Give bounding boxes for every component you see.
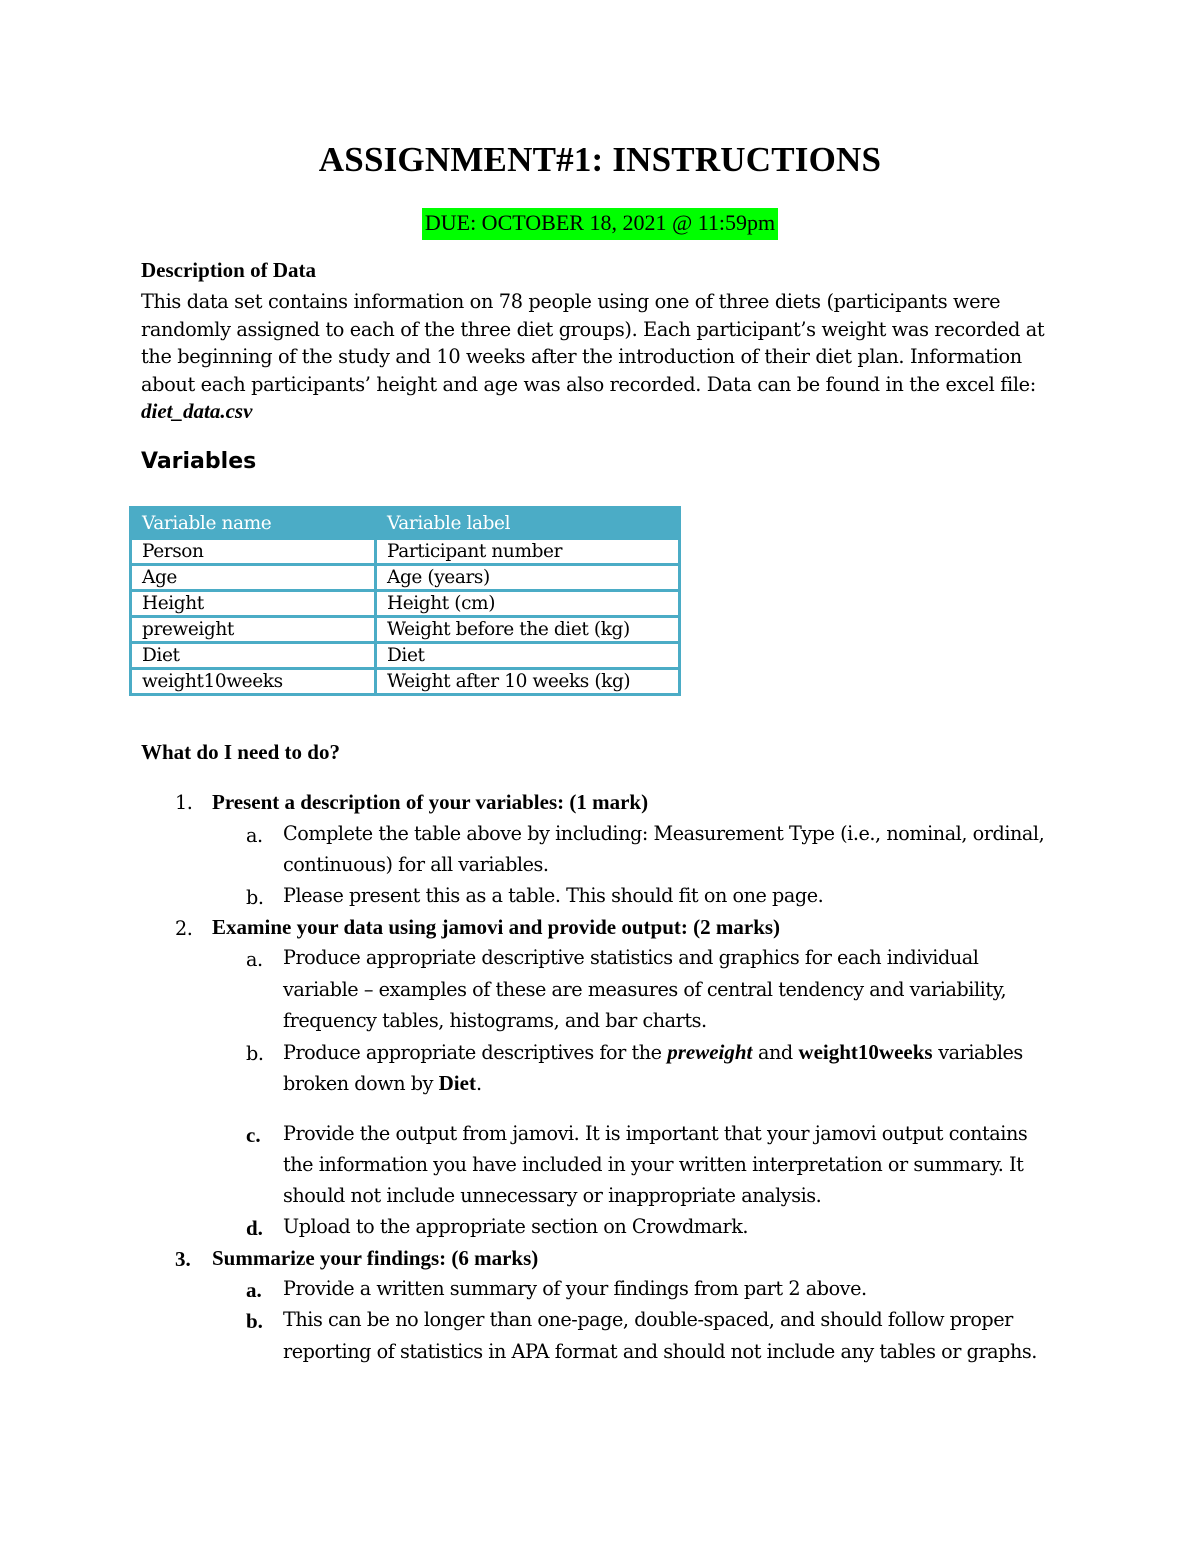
- subtask-text: Provide the output from jamovi. It is important that your jamovi output contains: [283, 1122, 1028, 1145]
- cell-variable-label: Age (years): [376, 565, 680, 591]
- subtask-text: should not include unnecessary or inappropriate analysis.: [283, 1184, 822, 1207]
- variable-name-weight10weeks: weight10weeks: [798, 1040, 933, 1064]
- cell-variable-name: Age: [131, 565, 376, 591]
- subtask-text: Complete the table above by including: Measurement Type (i.e., nominal, ordinal,: [283, 822, 1045, 845]
- page-title: ASSIGNMENT#1: INSTRUCTIONS: [318, 140, 882, 179]
- variable-name-diet: Diet: [438, 1071, 476, 1095]
- subtask-text: [283, 1040, 1023, 1065]
- variable-name-preweight: preweight: [667, 1040, 753, 1064]
- variables-heading: Variables: [141, 449, 257, 474]
- cell-variable-name: weight10weeks: [131, 669, 376, 695]
- table-row: [131, 669, 680, 695]
- subtask-letter: b.: [246, 1042, 264, 1065]
- task-label: Examine your data using jamovi and provide output: (2 marks): [212, 915, 781, 939]
- subtask-text-segment: and: [752, 1041, 799, 1064]
- data-file-name: diet_data.csv: [141, 399, 253, 423]
- table-header-row: [131, 508, 680, 539]
- header-variable-label: Variable label: [376, 508, 680, 539]
- task-label: Present a description of your variables: (1 mark): [212, 790, 649, 814]
- subtask-text: Upload to the appropriate section on Crowdmark.: [283, 1215, 749, 1238]
- due-date-container: [0, 208, 1200, 240]
- variables-table: [129, 506, 681, 696]
- subtask-text: Provide a written summary of your findings from part 2 above.: [283, 1277, 867, 1300]
- subtask-letter: d.: [246, 1216, 263, 1240]
- task-number: 1.: [175, 791, 193, 814]
- cell-variable-label: Height (cm): [376, 591, 680, 617]
- subtask-letter: a.: [246, 948, 263, 971]
- subtask-text: Please present this as a table. This should fit on one page.: [283, 884, 824, 907]
- cell-variable-label: Weight before the diet (kg): [376, 617, 680, 643]
- table-row: [131, 565, 680, 591]
- subtask-text: Produce appropriate descriptive statistics and graphics for each individual: [283, 946, 979, 969]
- table-row: [131, 539, 680, 565]
- subtask-text: reporting of statistics in APA format and should not include any tables or graphs.: [283, 1340, 1037, 1363]
- cell-variable-name: Person: [131, 539, 376, 565]
- header-variable-name: Variable name: [131, 508, 376, 539]
- cell-variable-name: Height: [131, 591, 376, 617]
- description-paragraph: [141, 288, 1045, 426]
- description-line: randomly assigned to each of the three diet groups). Each participant’s weight was recorded at: [141, 317, 1045, 341]
- description-line: This data set contains information on 78 people using one of three diets (participants were: [141, 290, 1001, 313]
- subtask-letter: b.: [246, 1309, 263, 1333]
- subtask-text: frequency tables, histograms, and bar charts.: [283, 1009, 707, 1032]
- cell-variable-label: Weight after 10 weeks (kg): [376, 669, 680, 695]
- subtask-text: continuous) for all variables.: [283, 853, 549, 876]
- subtask-text: [283, 1071, 482, 1096]
- subtask-text: variable – examples of these are measures of central tendency and variability,: [283, 978, 1007, 1001]
- task-number: 3.: [175, 1247, 191, 1271]
- table-row: [131, 643, 680, 669]
- subtask-letter: c.: [246, 1123, 261, 1147]
- subtask-letter: a.: [246, 824, 263, 847]
- due-date-highlight: DUE: OCTOBER 18, 2021 @ 11:59pm: [422, 208, 778, 240]
- cell-variable-label: Participant number: [376, 539, 680, 565]
- subtask-text: This can be no longer than one-page, double-spaced, and should follow proper: [283, 1308, 1013, 1331]
- tasks-heading: What do I need to do?: [141, 740, 340, 764]
- task-label: Summarize your findings: (6 marks): [212, 1246, 539, 1270]
- description-line: about each participants’ height and age was also recorded. Data can be found in the excel file:: [141, 372, 1036, 396]
- description-heading: Description of Data: [141, 258, 316, 282]
- subtask-text-segment: variables: [932, 1041, 1023, 1064]
- subtask-letter: b.: [246, 886, 264, 909]
- description-line: the beginning of the study and 10 weeks after the introduction of their diet plan. Information: [141, 345, 1022, 368]
- subtask-letter: a.: [246, 1278, 262, 1302]
- task-number: 2.: [175, 917, 193, 940]
- cell-variable-name: Diet: [131, 643, 376, 669]
- table-row: [131, 591, 680, 617]
- table-row: [131, 617, 680, 643]
- cell-variable-name: preweight: [131, 617, 376, 643]
- cell-variable-label: Diet: [376, 643, 680, 669]
- subtask-text-segment: .: [475, 1072, 482, 1095]
- subtask-text: the information you have included in your written interpretation or summary. It: [283, 1153, 1024, 1176]
- subtask-text-segment: broken down by: [283, 1072, 439, 1095]
- subtask-text-segment: Produce appropriate descriptives for the: [283, 1041, 668, 1064]
